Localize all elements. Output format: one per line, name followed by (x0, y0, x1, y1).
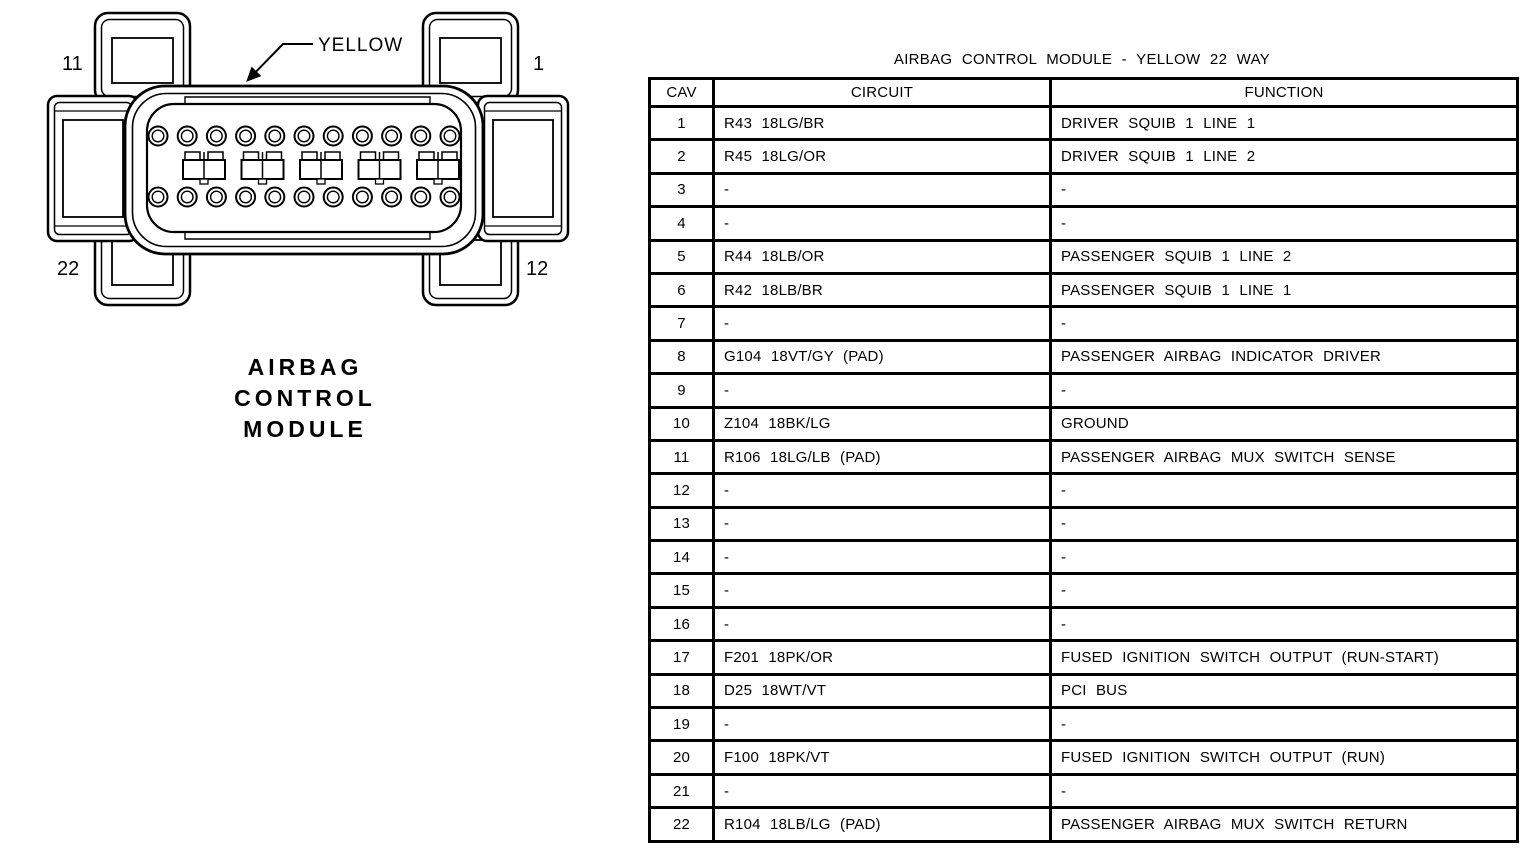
table-row (650, 340, 1518, 373)
function-cell: - (1051, 574, 1518, 607)
pin-number-12: 12 (526, 258, 549, 280)
function-cell: FUSED IGNITION SWITCH OUTPUT (RUN) (1051, 741, 1518, 774)
circuit-cell: R45 18LG/OR (714, 140, 1051, 173)
pin-number-1: 1 (533, 53, 545, 75)
function-cell: - (1051, 708, 1518, 741)
cav-cell: 1 (650, 107, 714, 140)
table-row (650, 507, 1518, 540)
circuit-cell: - (714, 207, 1051, 240)
circuit-cell: R106 18LG/LB (PAD) (714, 440, 1051, 473)
cav-cell: 21 (650, 774, 714, 807)
table-row (650, 140, 1518, 173)
cav-cell: 10 (650, 407, 714, 440)
caption-line-2: CONTROL (234, 385, 376, 411)
connector-diagram (30, 10, 650, 340)
connector-color-label: YELLOW (318, 35, 404, 56)
function-cell: - (1051, 173, 1518, 206)
function-cell: DRIVER SQUIB 1 LINE 1 (1051, 107, 1518, 140)
table-row (650, 173, 1518, 206)
diagram-caption (145, 352, 465, 445)
cav-cell: 18 (650, 674, 714, 707)
function-cell: - (1051, 507, 1518, 540)
function-cell: PASSENGER AIRBAG MUX SWITCH RETURN (1051, 808, 1518, 841)
table-row (650, 541, 1518, 574)
table-row (650, 307, 1518, 340)
connector-diagram-section (30, 10, 650, 480)
column-header-circuit: CIRCUIT (714, 79, 1051, 107)
circuit-cell: - (714, 507, 1051, 540)
caption-line-1: AIRBAG (247, 354, 363, 380)
circuit-cell: - (714, 173, 1051, 206)
pinout-table (648, 77, 1519, 843)
function-cell: - (1051, 374, 1518, 407)
table-row (650, 674, 1518, 707)
table-row (650, 708, 1518, 741)
circuit-cell: R104 18LB/LG (PAD) (714, 808, 1051, 841)
cav-cell: 12 (650, 474, 714, 507)
function-cell: - (1051, 774, 1518, 807)
function-cell: PASSENGER AIRBAG MUX SWITCH SENSE (1051, 440, 1518, 473)
table-row (650, 440, 1518, 473)
circuit-cell: - (714, 574, 1051, 607)
cav-cell: 20 (650, 741, 714, 774)
table-row (650, 607, 1518, 640)
function-cell: - (1051, 307, 1518, 340)
function-cell: PASSENGER SQUIB 1 LINE 1 (1051, 273, 1518, 306)
caption-line-3: MODULE (243, 416, 367, 442)
circuit-cell: - (714, 307, 1051, 340)
column-header-function: FUNCTION (1051, 79, 1518, 107)
circuit-cell: R43 18LG/BR (714, 107, 1051, 140)
cav-cell: 8 (650, 340, 714, 373)
function-cell: PASSENGER AIRBAG INDICATOR DRIVER (1051, 340, 1518, 373)
circuit-cell: - (714, 374, 1051, 407)
circuit-cell: D25 18WT/VT (714, 674, 1051, 707)
column-header-cav: CAV (650, 79, 714, 107)
cav-cell: 13 (650, 507, 714, 540)
function-cell: DRIVER SQUIB 1 LINE 2 (1051, 140, 1518, 173)
circuit-cell: F100 18PK/VT (714, 741, 1051, 774)
cav-cell: 22 (650, 808, 714, 841)
pin-row-bottom (149, 188, 460, 207)
cav-cell: 15 (650, 574, 714, 607)
circuit-cell: G104 18VT/GY (PAD) (714, 340, 1051, 373)
cav-cell: 19 (650, 708, 714, 741)
pinout-table-body (650, 107, 1518, 842)
cav-cell: 11 (650, 440, 714, 473)
table-row (650, 808, 1518, 841)
table-row (650, 207, 1518, 240)
cav-cell: 14 (650, 541, 714, 574)
function-cell: GROUND (1051, 407, 1518, 440)
pin-number-11: 11 (62, 53, 83, 75)
circuit-cell: - (714, 474, 1051, 507)
cav-cell: 3 (650, 173, 714, 206)
table-row (650, 374, 1518, 407)
circuit-cell: Z104 18BK/LG (714, 407, 1051, 440)
circuit-cell: F201 18PK/OR (714, 641, 1051, 674)
table-row (650, 273, 1518, 306)
function-cell: - (1051, 541, 1518, 574)
table-row (650, 574, 1518, 607)
cav-cell: 4 (650, 207, 714, 240)
circuit-cell: - (714, 607, 1051, 640)
function-cell: - (1051, 207, 1518, 240)
cav-cell: 7 (650, 307, 714, 340)
cav-cell: 5 (650, 240, 714, 273)
function-cell: - (1051, 474, 1518, 507)
leader-arrow-icon (247, 44, 313, 81)
table-row (650, 107, 1518, 140)
table-row (650, 407, 1518, 440)
table-row (650, 641, 1518, 674)
cav-cell: 17 (650, 641, 714, 674)
function-cell: - (1051, 607, 1518, 640)
table-row (650, 774, 1518, 807)
function-cell: PCI BUS (1051, 674, 1518, 707)
table-row (650, 474, 1518, 507)
circuit-cell: - (714, 708, 1051, 741)
cav-cell: 9 (650, 374, 714, 407)
circuit-cell: - (714, 774, 1051, 807)
pinout-table-section (648, 50, 1516, 843)
pin-number-22: 22 (57, 258, 80, 280)
cav-cell: 2 (650, 140, 714, 173)
circuit-cell: - (714, 541, 1051, 574)
pin-row-top (149, 127, 460, 146)
table-row (650, 741, 1518, 774)
function-cell: PASSENGER SQUIB 1 LINE 2 (1051, 240, 1518, 273)
header-row (650, 79, 1518, 107)
cav-cell: 6 (650, 273, 714, 306)
table-title: AIRBAG CONTROL MODULE - YELLOW 22 WAY (893, 51, 1271, 68)
function-cell: FUSED IGNITION SWITCH OUTPUT (RUN-START) (1051, 641, 1518, 674)
table-row (650, 240, 1518, 273)
circuit-cell: R42 18LB/BR (714, 273, 1051, 306)
cav-cell: 16 (650, 607, 714, 640)
wing-right (478, 96, 568, 241)
circuit-cell: R44 18LB/OR (714, 240, 1051, 273)
